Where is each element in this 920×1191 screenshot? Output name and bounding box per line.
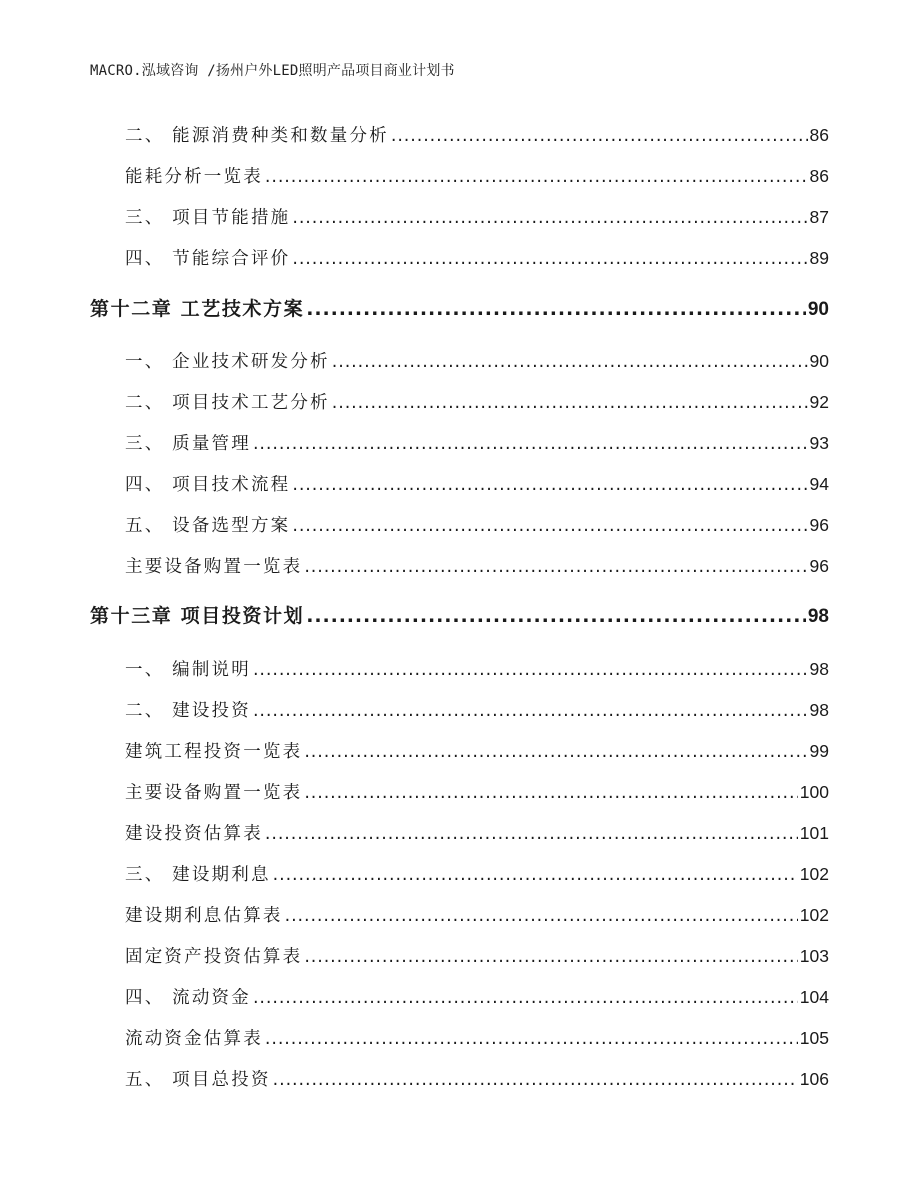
toc-dot-leader bbox=[304, 739, 807, 765]
toc-entry-label: 二、 建设投资 bbox=[125, 701, 251, 721]
toc-entry-label: 第十三章 项目投资计划 bbox=[90, 605, 305, 627]
toc-page-number: 96 bbox=[809, 515, 829, 535]
toc-entry[interactable] bbox=[125, 245, 829, 271]
toc-page-number: 87 bbox=[809, 207, 829, 227]
toc-entry[interactable] bbox=[125, 697, 829, 723]
toc-entry[interactable] bbox=[125, 1025, 829, 1051]
toc-entry[interactable] bbox=[125, 348, 829, 374]
toc-entry[interactable] bbox=[125, 943, 829, 969]
toc-entry-label: 四、 项目技术流程 bbox=[125, 475, 291, 495]
toc-dot-leader bbox=[332, 349, 808, 375]
toc-chapter-entry[interactable] bbox=[90, 296, 829, 322]
toc-entry[interactable] bbox=[125, 122, 829, 148]
toc-entry-label: 建筑工程投资一览表 bbox=[125, 742, 303, 762]
toc-entry[interactable] bbox=[125, 779, 829, 805]
toc-entry-label: 一、 企业技术研发分析 bbox=[125, 352, 330, 372]
toc-dot-leader bbox=[253, 657, 808, 683]
toc-page-number: 93 bbox=[809, 433, 829, 453]
toc-entry[interactable] bbox=[125, 861, 829, 887]
toc-dot-leader bbox=[265, 164, 808, 190]
toc-page-number: 94 bbox=[809, 474, 829, 494]
toc-page-number: 100 bbox=[799, 782, 829, 802]
toc-dot-leader bbox=[265, 821, 798, 847]
toc-page-number: 86 bbox=[809, 125, 829, 145]
toc-entry[interactable] bbox=[125, 820, 829, 846]
toc-dot-leader bbox=[391, 123, 808, 149]
toc-dot-leader bbox=[253, 431, 808, 457]
toc-dot-leader bbox=[253, 985, 798, 1011]
toc-entry-label: 固定资产投资估算表 bbox=[125, 947, 303, 967]
toc-entry-label: 一、 编制说明 bbox=[125, 660, 251, 680]
toc-entry-label: 四、 节能综合评价 bbox=[125, 249, 291, 269]
toc-entry[interactable] bbox=[125, 984, 829, 1010]
toc-page-number: 90 bbox=[807, 299, 829, 320]
page-header: MACRO.泓域咨询 /扬州户外LED照明产品项目商业计划书 bbox=[90, 63, 455, 79]
toc-page-number: 98 bbox=[809, 700, 829, 720]
toc-entry-label: 五、 设备选型方案 bbox=[125, 516, 291, 536]
toc-dot-leader bbox=[292, 205, 807, 231]
toc-entry[interactable] bbox=[125, 1066, 829, 1092]
toc-dot-leader bbox=[292, 472, 807, 498]
toc-entry-label: 五、 项目总投资 bbox=[125, 1070, 271, 1090]
toc-entry[interactable] bbox=[125, 204, 829, 230]
toc-page-number: 101 bbox=[799, 823, 829, 843]
toc-page-number: 96 bbox=[809, 556, 829, 576]
toc-dot-leader bbox=[253, 698, 808, 724]
toc-entry-label: 二、 能源消费种类和数量分析 bbox=[125, 126, 389, 146]
toc-page-number: 98 bbox=[807, 606, 829, 627]
toc-dot-leader bbox=[292, 246, 807, 272]
toc-dot-leader bbox=[292, 513, 807, 539]
toc-dot-leader bbox=[273, 1067, 798, 1093]
toc-page-number: 90 bbox=[809, 351, 829, 371]
toc-page-number: 99 bbox=[809, 741, 829, 761]
toc-entry[interactable] bbox=[125, 553, 829, 579]
toc-page-number: 86 bbox=[809, 166, 829, 186]
toc-entry-label: 主要设备购置一览表 bbox=[125, 557, 303, 577]
toc-entry-label: 第十二章 工艺技术方案 bbox=[90, 298, 305, 320]
toc-dot-leader bbox=[306, 603, 806, 629]
toc-entry-label: 四、 流动资金 bbox=[125, 988, 251, 1008]
toc-entry-label: 能耗分析一览表 bbox=[125, 167, 263, 187]
toc-entry[interactable] bbox=[125, 902, 829, 928]
toc-entry[interactable] bbox=[125, 656, 829, 682]
toc-entry-label: 三、 项目节能措施 bbox=[125, 208, 291, 228]
toc-entry[interactable] bbox=[125, 430, 829, 456]
toc-page-number: 106 bbox=[799, 1069, 829, 1089]
toc-page-number: 92 bbox=[809, 392, 829, 412]
toc-entry-label: 二、 项目技术工艺分析 bbox=[125, 393, 330, 413]
toc-dot-leader bbox=[306, 296, 806, 322]
toc-entry[interactable] bbox=[125, 738, 829, 764]
toc-dot-leader bbox=[285, 903, 798, 929]
toc-entry-label: 三、 建设期利息 bbox=[125, 865, 271, 885]
toc-page-number: 103 bbox=[799, 946, 829, 966]
toc-entry[interactable] bbox=[125, 512, 829, 538]
toc-page-number: 102 bbox=[799, 864, 829, 884]
toc-page-number: 102 bbox=[799, 905, 829, 925]
toc-page-number: 104 bbox=[799, 987, 829, 1007]
toc-entry-label: 建设投资估算表 bbox=[125, 824, 263, 844]
toc-entry-label: 三、 质量管理 bbox=[125, 434, 251, 454]
toc-dot-leader bbox=[304, 944, 797, 970]
toc-chapter-entry[interactable] bbox=[90, 603, 829, 629]
toc-entry-label: 建设期利息估算表 bbox=[125, 906, 283, 926]
toc-page-number: 98 bbox=[809, 659, 829, 679]
toc-entry-label: 主要设备购置一览表 bbox=[125, 783, 303, 803]
toc-entry[interactable] bbox=[125, 471, 829, 497]
toc-page-number: 89 bbox=[809, 248, 829, 268]
toc-dot-leader bbox=[273, 862, 798, 888]
toc-dot-leader bbox=[332, 390, 808, 416]
toc-entry-label: 流动资金估算表 bbox=[125, 1029, 263, 1049]
toc-entry[interactable] bbox=[125, 389, 829, 415]
toc-entry[interactable] bbox=[125, 163, 829, 189]
toc-page-number: 105 bbox=[799, 1028, 829, 1048]
toc-dot-leader bbox=[304, 780, 797, 806]
toc-dot-leader bbox=[304, 554, 807, 580]
toc-dot-leader bbox=[265, 1026, 798, 1052]
